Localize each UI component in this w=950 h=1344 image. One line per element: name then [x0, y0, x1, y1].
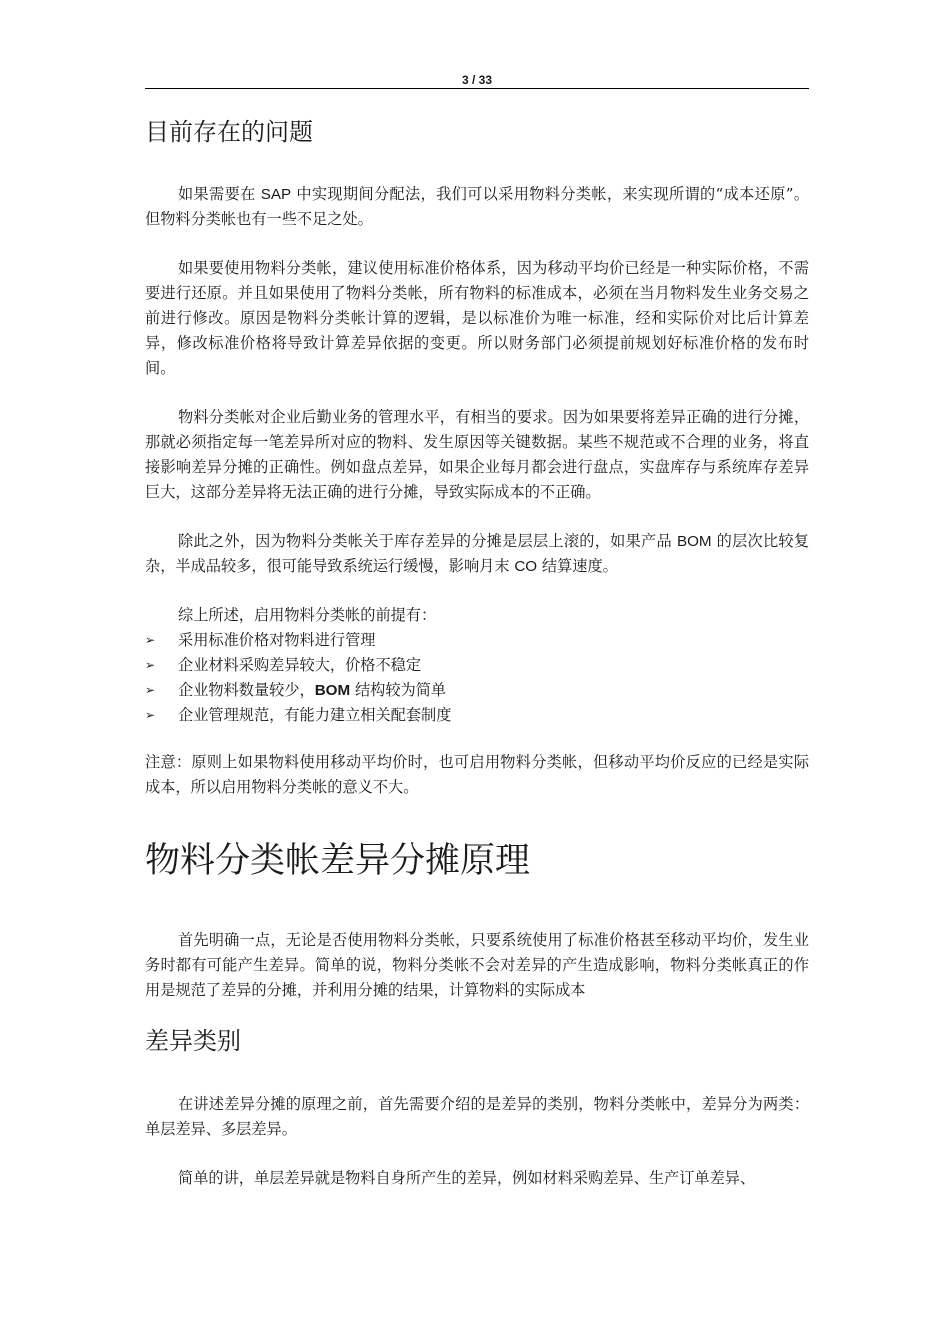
note-paragraph: 注意：原则上如果物料使用移动平均价时，也可启用物料分类帐，但移动平均价反应的已经是实际成本，所以启用物料分类帐的意义不大。 [145, 753, 809, 796]
page-content [145, 112, 809, 1191]
prerequisite-list [145, 628, 809, 728]
heading-current-issues: 目前存在的问题 [145, 118, 313, 146]
list-item: ➢ 企业物料数量较少，BOM 结构较为简单 [145, 678, 809, 703]
page-number: 3 / 33 [461, 73, 493, 87]
paragraph: 综上所述，启用物料分类帐的前提有： [178, 606, 437, 624]
heading-principle: 物料分类帐差异分摊原理 [145, 841, 531, 881]
paragraph: 简单的讲，单层差异就是物料自身所产生的差异，例如材料采购差异、生产订单差异、 [178, 1169, 756, 1187]
arrow-bullet-icon: ➢ [145, 708, 156, 722]
paragraph: 物料分类帐对企业后勤业务的管理水平，有相当的要求。因为如果要将差异正确的进行分摊，那就必须指定每一笔差异所对应的物料、发生原因等关键数据。某些不规范或不合理的业务，将直接影响差异分摊的正确性。例如盘点差异，如果企业每月都会进行盘点，实盘库存与系统库存差异巨大，这部分差异将无法正确的进行分摊，导致实际成本的不正确。 [145, 408, 809, 501]
list-item: ➢ 企业管理规范，有能力建立相关配套制度 [145, 703, 809, 728]
paragraph: 如果需要在 SAP 中实现期间分配法，我们可以采用物料分类帐，来实现所谓的“成本还原”。但物料分类帐也有一些不足之处。 [145, 185, 810, 228]
heading-variance-types: 差异类别 [145, 1027, 241, 1055]
list-item: ➢ 采用标准价格对物料进行管理 [145, 628, 809, 653]
arrow-bullet-icon: ➢ [145, 683, 156, 697]
arrow-bullet-icon: ➢ [145, 658, 156, 672]
paragraph: 如果要使用物料分类帐，建议使用标准价格体系，因为移动平均价已经是一种实际价格，不需要进行还原。并且如果使用了物料分类帐，所有物料的标准成本，必须在当月物料发生业务交易之前进行修改。原因是物料分类帐计算的逻辑，是以标准价为唯一标准，经和实际价对比后计算差异，修改标准价格将导致计算差异依据的变更。所以财务部门必须提前规划好标准价格的发布时间。 [145, 259, 809, 377]
paragraph: 首先明确一点，无论是否使用物料分类帐，只要系统使用了标准价格甚至移动平均价，发生业务时都有可能产生差异。简单的说，物料分类帐不会对差异的产生造成影响，物料分类帐真正的作用是规范了差异的分摊，并利用分摊的结果，计算物料的实际成本 [145, 931, 809, 999]
paragraph: 在讲述差异分摊的原理之前，首先需要介绍的是差异的类别，物料分类帐中，差异分为两类：单层差异、多层差异。 [145, 1095, 809, 1138]
header-divider [145, 88, 809, 89]
paragraph: 除此之外，因为物料分类帐关于库存差异的分摊是层层上滚的，如果产品 BOM 的层次比较复杂，半成品较多，很可能导致系统运行缓慢，影响月末 CO 结算速度。 [145, 532, 810, 575]
list-item: ➢ 企业材料采购差异较大，价格不稳定 [145, 653, 809, 678]
arrow-bullet-icon: ➢ [145, 633, 156, 647]
